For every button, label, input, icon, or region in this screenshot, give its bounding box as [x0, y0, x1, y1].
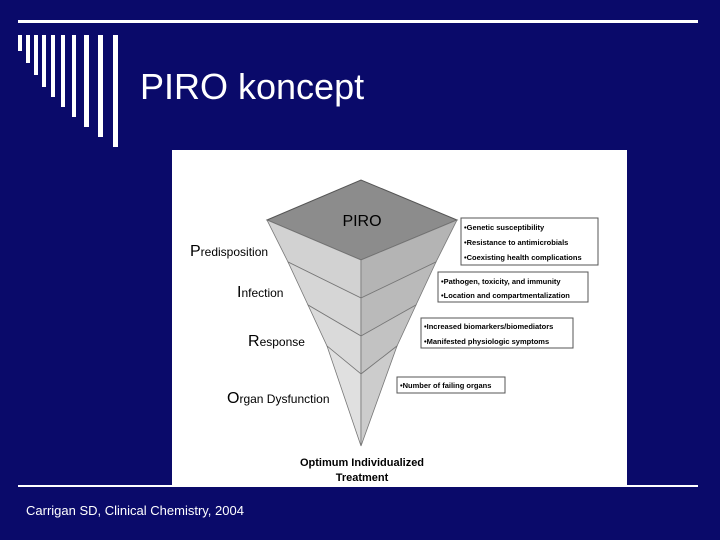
deco-bar: [18, 35, 22, 51]
bullet-text: •Manifested physiologic symptoms: [424, 337, 550, 346]
piro-pyramid-diagram: [172, 150, 627, 485]
bullet-text: •Location and compartmentalization: [441, 291, 570, 300]
deco-bar: [98, 35, 103, 137]
bullet-text: •Genetic susceptibility: [464, 223, 545, 232]
decorative-bars: [18, 35, 128, 147]
deco-bar: [84, 35, 89, 127]
deco-bar: [34, 35, 38, 75]
deco-bar: [51, 35, 55, 97]
bullet-text: •Resistance to antimicrobials: [464, 238, 569, 247]
treatment-label-line2: Treatment: [335, 472, 389, 484]
level-label-infection: Infection: [237, 284, 284, 301]
deco-bar: [72, 35, 76, 117]
citation-text: Carrigan SD, Clinical Chemistry, 2004: [26, 503, 244, 518]
treatment-label-line1: Optimum Individualized: [299, 457, 425, 469]
deco-bar: [42, 35, 46, 87]
deco-bar: [26, 35, 30, 63]
top-divider-line: [18, 20, 698, 23]
level-label-response: Response: [248, 333, 305, 350]
piro-figure: [172, 150, 627, 485]
deco-bar: [113, 35, 118, 147]
bullet-text: •Number of failing organs: [400, 381, 492, 390]
slide-title: PIRO koncept: [140, 66, 365, 107]
bottom-divider-line: [18, 485, 698, 487]
bullet-text: •Pathogen, toxicity, and immunity: [441, 277, 561, 286]
bullet-text: •Coexisting health complications: [464, 253, 582, 262]
deco-bar: [61, 35, 65, 107]
bullet-text: •Increased biomarkers/biomediators: [424, 322, 554, 331]
level-label-predisposition: Predisposition: [190, 243, 269, 260]
level-label-organ-dysfunction: Organ Dysfunction: [227, 390, 330, 407]
pyramid-apex-label: PIRO: [342, 213, 382, 230]
